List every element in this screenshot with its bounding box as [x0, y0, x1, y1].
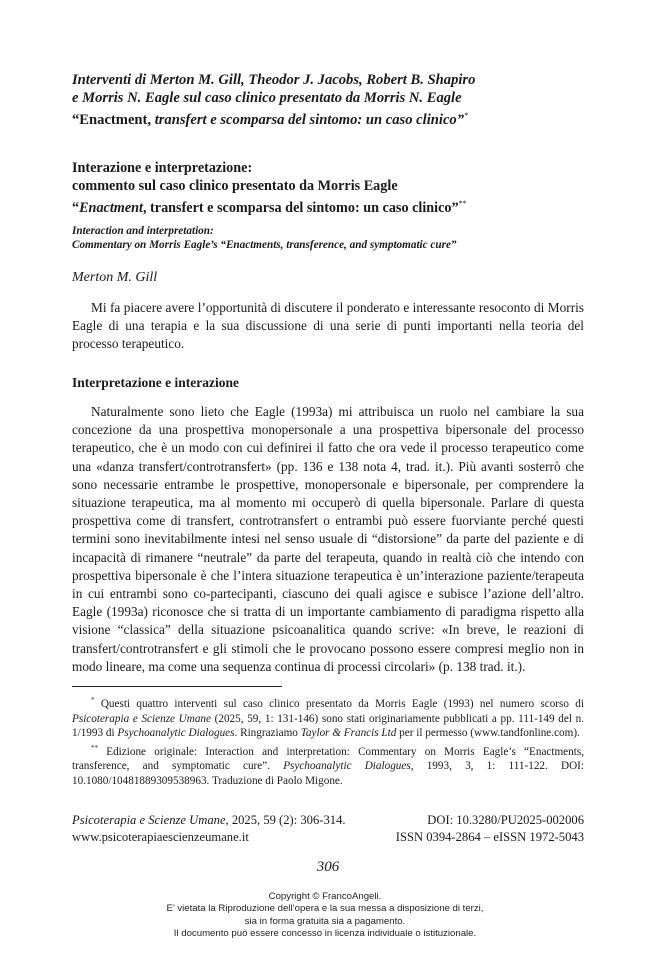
- section-heading: Interpretazione e interazione: [72, 375, 239, 390]
- footnotes: [72, 693, 584, 789]
- body-section: [72, 403, 584, 676]
- footnote-2: [72, 741, 584, 789]
- copyright-notice: [0, 891, 650, 941]
- main-heading-line2: e Morris N. Eagle sul caso clinico presentato da Morris N. Eagle: [72, 90, 462, 106]
- article-title-enactment: Enactment: [79, 200, 143, 216]
- footnote-divider: [72, 686, 282, 687]
- journal-issue: , 2025, 59 (2): 306-314.: [225, 813, 346, 827]
- journal-website-link[interactable]: www.psicoterapiaescienzeumane.it: [72, 830, 249, 844]
- footnote-1: [72, 693, 584, 741]
- footnote-ref-1[interactable]: *: [464, 111, 469, 120]
- footnote-ref-2[interactable]: **: [458, 199, 467, 208]
- page-number: 306: [316, 859, 340, 875]
- journal-citation-row: [72, 812, 584, 829]
- english-title: [72, 224, 592, 252]
- author-name: Merton M. Gill: [72, 270, 158, 285]
- footnote-1-text: . Ringraziamo: [234, 727, 301, 740]
- copyright-line4: Il documento può essere concesso in licenza individuale o istituzionale.: [173, 928, 477, 940]
- copyright-line3: sia in forma gratuita sia a pagamento.: [244, 915, 406, 927]
- copyright-line2: E’ vietata la Riproduzione dell’opera e la sua messa a disposizione di terzi,: [166, 903, 484, 915]
- footnote-2-text: , 1993, 3, 1: 111-122. DOI: 10.1080/10481889309538963. Traduzione di Paolo Migone.: [72, 760, 584, 787]
- intro-section: [72, 299, 584, 354]
- english-title-line1: Interaction and interpretation:: [72, 225, 214, 237]
- main-heading-line3-roman: “Enactment,: [72, 112, 152, 128]
- copyright-line1: Copyright © FrancoAngeli.: [268, 891, 382, 902]
- footnote-1-publisher: Taylor & Francis Ltd: [300, 727, 397, 740]
- footnote-1-journal: Psychoanalytic Dialogues: [117, 727, 235, 740]
- footnote-2-text: Edizione originale: Interaction and interpretation: Commentary on Morris Eagle’s “Enactments, transference, and symptomatic cure”.: [72, 745, 584, 773]
- footnote-1-journal: Psicoterapia e Scienze Umane: [72, 712, 211, 725]
- footnote-1-text: Questi quattro interventi sul caso clinico presentato da Morris Eagle (1993) nel numero scorso di: [94, 698, 584, 710]
- footnote-1-text: per il permesso (www.tandfonline.com).: [396, 727, 580, 740]
- journal-info: [72, 812, 584, 846]
- english-title-line2: Commentary on Morris Eagle’s “Enactments, transference, and symptomatic cure”: [72, 239, 457, 251]
- body-paragraph: Naturalmente sono lieto che Eagle (1993a) mi attribuisca un ruolo nel cambiare la sua concezione da una prospettiva monopersonale a una prospettiva bipersonale del processo terapeutico, che è un modo con cui definirei il fatto che ora vede il processo terapeutico come una «danza transfert/controtransfert» (pp. 136 e 138 nota 4, trad. it.). Più avanti sosterrò che sono necessarie entrambe le prospettive, monopersonale e bipersonale, per comprendere la situazione terapeutica, ma al momento mi occuperò di quella bipersonale. Parlare di questa prospettiva come di transfert, controtransfert o entrambi può essere fuorviante perché questi termini sono inevitabilmente intesi nel senso usuale di “distorsione” da parte del paziente e di incapacità di rimanere “neutrale” da parte del terapeuta, quando in realtà ciò che intendo con prospettiva bipersonale è che l’intera situazione terapeutica è un’interazione paziente/terapeuta in cui entrambi sono co-partecipanti, ciascuno dei quali agisce e subisce l’azione dell’altro. Eagle (1993a) riconosce che si tratta di un importante cambiamento di paradigma rispetto alla visione “classica” della situazione psicoanalitica quando scrive: «In breve, le reazioni di transfert/controtransfert e gli stimoli che le provocano possono essere compresi meglio non in modo lineare, ma come una sequenza continua di processi circolari» (p. 138 trad. it.).: [72, 404, 584, 674]
- article-title-quote: “: [72, 200, 80, 216]
- journal-meta-row: [72, 829, 584, 846]
- article-title-line2: commento sul caso clinico presentato da Morris Eagle: [72, 177, 398, 194]
- article-title-line3: [72, 195, 584, 218]
- footnote-1-text: (2025, 59, 1: 131-146) sono stati originariamente pubblicati a pp. 111-149 del n. 1/1993 di: [72, 712, 584, 740]
- journal-name: Psicoterapia e Scienze Umane: [72, 813, 226, 827]
- article-title: [72, 160, 584, 218]
- main-heading-line1: Interventi di Merton M. Gill, Theodor J. Jacobs, Robert B. Shapiro: [72, 72, 476, 88]
- article-title-line1: Interazione e interpretazione:: [72, 160, 253, 176]
- intro-paragraph: Mi fa piacere avere l’opportunità di discutere il ponderato e interessante resoconto di Morris Eagle di una terapia e la sua discussione di una serie di punti importanti nella teoria del processo terapeutico.: [72, 300, 584, 352]
- journal-issn: ISSN 0394-2864 – eISSN 1972-5043: [395, 830, 584, 844]
- journal-doi[interactable]: DOI: 10.3280/PU2025-002006: [427, 813, 584, 827]
- journal-citation: [72, 812, 346, 829]
- article-title-rest: , transfert e scomparsa del sintomo: un caso clinico”: [142, 200, 459, 216]
- main-heading-line3: [72, 107, 584, 129]
- footnote-2-journal: Psychoanalytic Dialogues: [283, 760, 411, 773]
- footnote-1-marker: *: [91, 696, 95, 704]
- main-heading-line3-italic: transfert e scomparsa del sintomo: un caso clinico”: [151, 112, 465, 128]
- footnote-2-marker: **: [91, 743, 98, 752]
- main-heading: [72, 71, 584, 129]
